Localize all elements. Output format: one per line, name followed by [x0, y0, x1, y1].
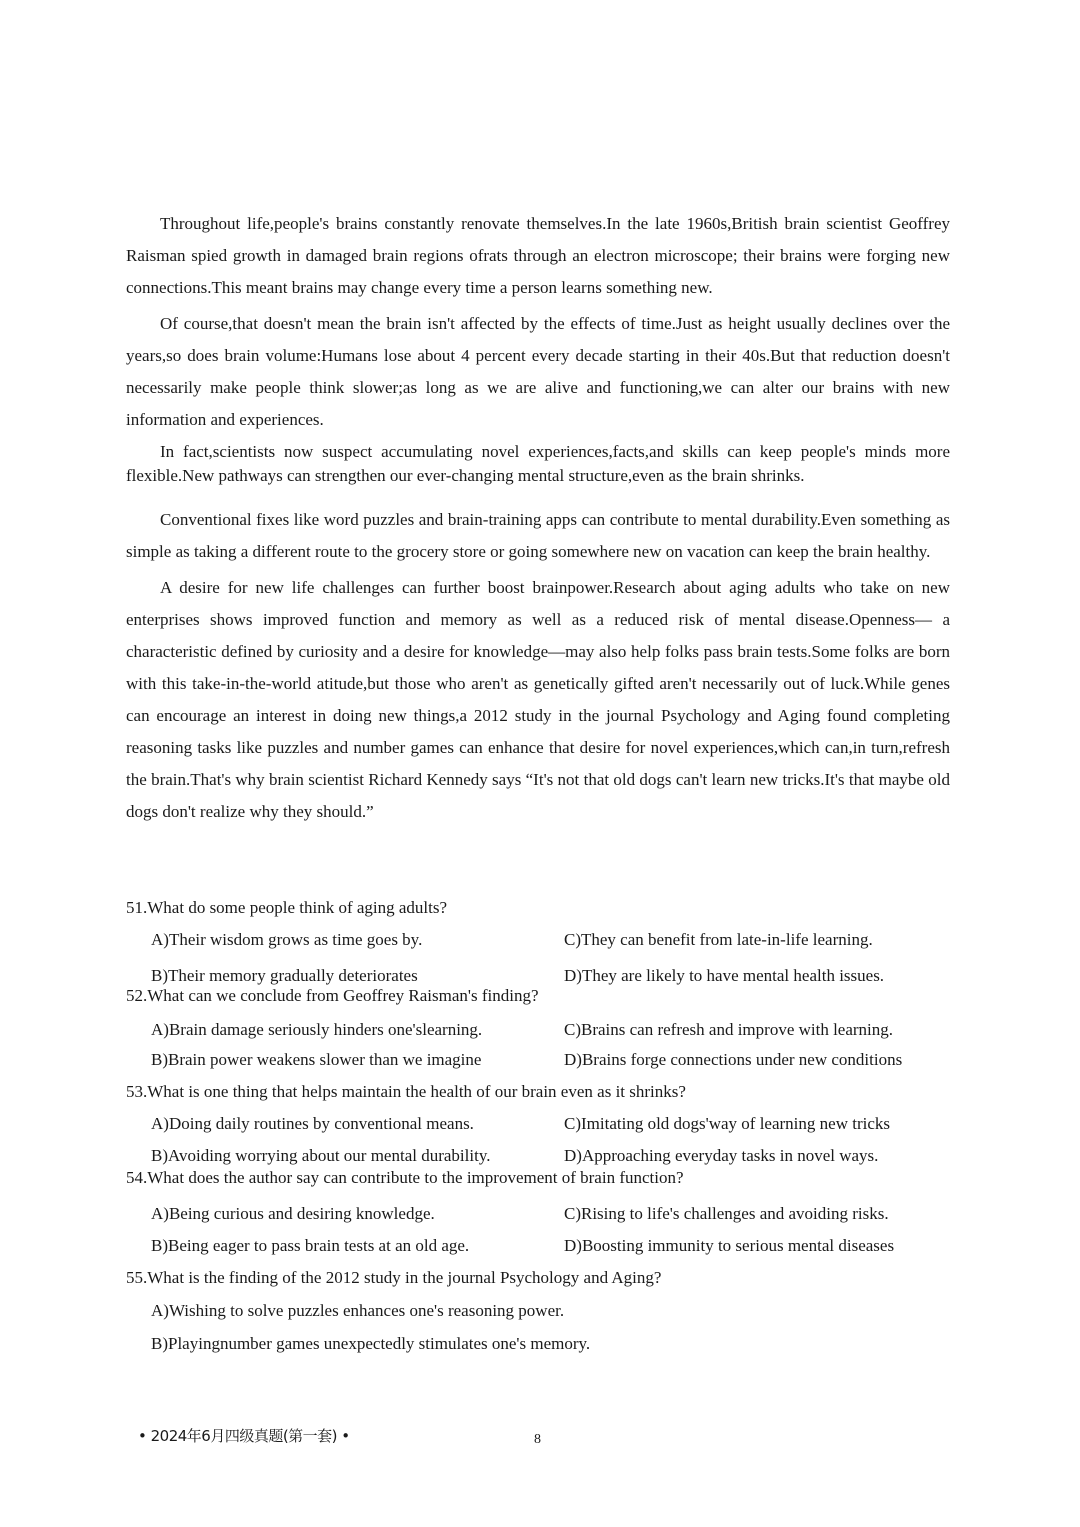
option-a: A)Their wisdom grows as time goes by. [151, 930, 423, 949]
passage-paragraph-3: In fact,scientists now suspect accumulating novel experiences,facts,and skills can keep people's minds more flexible.New pathways can strengthen our ever-changing mental structure,even as the brain shrinks. [126, 442, 950, 485]
passage-paragraph-4: Conventional fixes like word puzzles and brain-training apps can contribute to mental durability.Even something as simple as taking a different route to the grocery store or going somewhere new on vacation can keep the brain healthy. [126, 510, 950, 561]
option-d: D)Boosting immunity to serious mental diseases [564, 1236, 895, 1255]
option-a: A)Doing daily routines by conventional means. [151, 1114, 474, 1133]
option-b: B)Their memory gradually deteriorates [151, 966, 418, 985]
passage-paragraph-2: Of course,that doesn't mean the brain isn't affected by the effects of time.Just as height usually declines over the years,so does brain volume:Humans lose about 4 percent every decade starting in their 40s.But that reduction doesn't necessarily make people think slower;as long as we are alive and functioning,we can alter our brains with new information and experiences. [126, 314, 950, 429]
question-stem: 52.What can we conclude from Geoffrey Raisman's finding? [126, 986, 539, 1005]
option-row [126, 1014, 950, 1046]
question-51 [126, 892, 950, 992]
question-55 [126, 1262, 950, 1360]
question-list [126, 892, 950, 1360]
option-b: B)Playingnumber games unexpectedly stimulates one's memory. [151, 1334, 591, 1353]
option-row [126, 1198, 950, 1230]
passage-paragraph-1: Throughout life,people's brains constantly renovate themselves.In the late 1960s,British brain scientist Geoffrey Raisman spied growth in damaged brain regions ofrats through an electron microscope; their brains were forging new connections.This meant brains may change every time a person learns something new. [126, 214, 950, 297]
question-52 [126, 980, 950, 1072]
question-stem: 55.What is the finding of the 2012 study in the journal Psychology and Aging? [126, 1268, 662, 1287]
option-a: A)Wishing to solve puzzles enhances one's reasoning power. [151, 1301, 565, 1320]
page-number: 8 [534, 1432, 541, 1447]
option-row [126, 1108, 950, 1140]
option-b: B)Being eager to pass brain tests at an old age. [151, 1236, 470, 1255]
option-row [126, 1048, 950, 1072]
option-d: D)Approaching everyday tasks in novel ways. [564, 1146, 879, 1165]
reading-passage [126, 208, 950, 832]
option-c: C)Imitating old dogs'way of learning new tricks [564, 1114, 890, 1133]
option-b: B)Brain power weakens slower than we imagine [151, 1050, 482, 1069]
question-54 [126, 1162, 950, 1262]
option-c: C)They can benefit from late-in-life learning. [564, 930, 873, 949]
footer-exam-label: • 2024年6月四级真题(第一套) • [138, 1427, 350, 1445]
option-a: A)Being curious and desiring knowledge. [151, 1204, 435, 1223]
question-stem: 53.What is one thing that helps maintain the health of our brain even as it shrinks? [126, 1082, 686, 1101]
option-row [126, 924, 950, 956]
question-53 [126, 1076, 950, 1172]
passage-paragraph-5: A desire for new life challenges can further boost brainpower.Research about aging adults who take on new enterprises shows improved function and memory as well as a reduced risk of mental disease.Openness— a characteristic defined by curiosity and a desire for knowledge—may also help folks pass brain tests.Some folks are born with this take-in-the-world atitude,but those who aren't as genetically gifted aren't necessarily out of luck.While genes can encourage an interest in doing new things,a 2012 study in the journal Psychology and Aging found completing reasoning tasks like puzzles and number games can enhance that desire for novel experiences,which can,in turn,refresh the brain.That's why brain scientist Richard Kennedy says “It's not that old dogs can't learn new tricks.It's that maybe old dogs don't realize why they should.” [126, 578, 950, 821]
option-d: D)Brains forge connections under new conditions [564, 1050, 903, 1069]
option-b: B)Avoiding worrying about our mental durability. [151, 1146, 491, 1165]
option-row [126, 1230, 950, 1262]
option-d: D)They are likely to have mental health issues. [564, 966, 885, 985]
option-a: A)Brain damage seriously hinders one'slearning. [151, 1020, 483, 1039]
option-c: C)Brains can refresh and improve with learning. [564, 1020, 894, 1039]
question-stem: 54.What does the author say can contribute to the improvement of brain function? [126, 1168, 684, 1187]
option-c: C)Rising to life's challenges and avoiding risks. [564, 1204, 889, 1223]
question-stem: 51.What do some people think of aging adults? [126, 898, 448, 917]
